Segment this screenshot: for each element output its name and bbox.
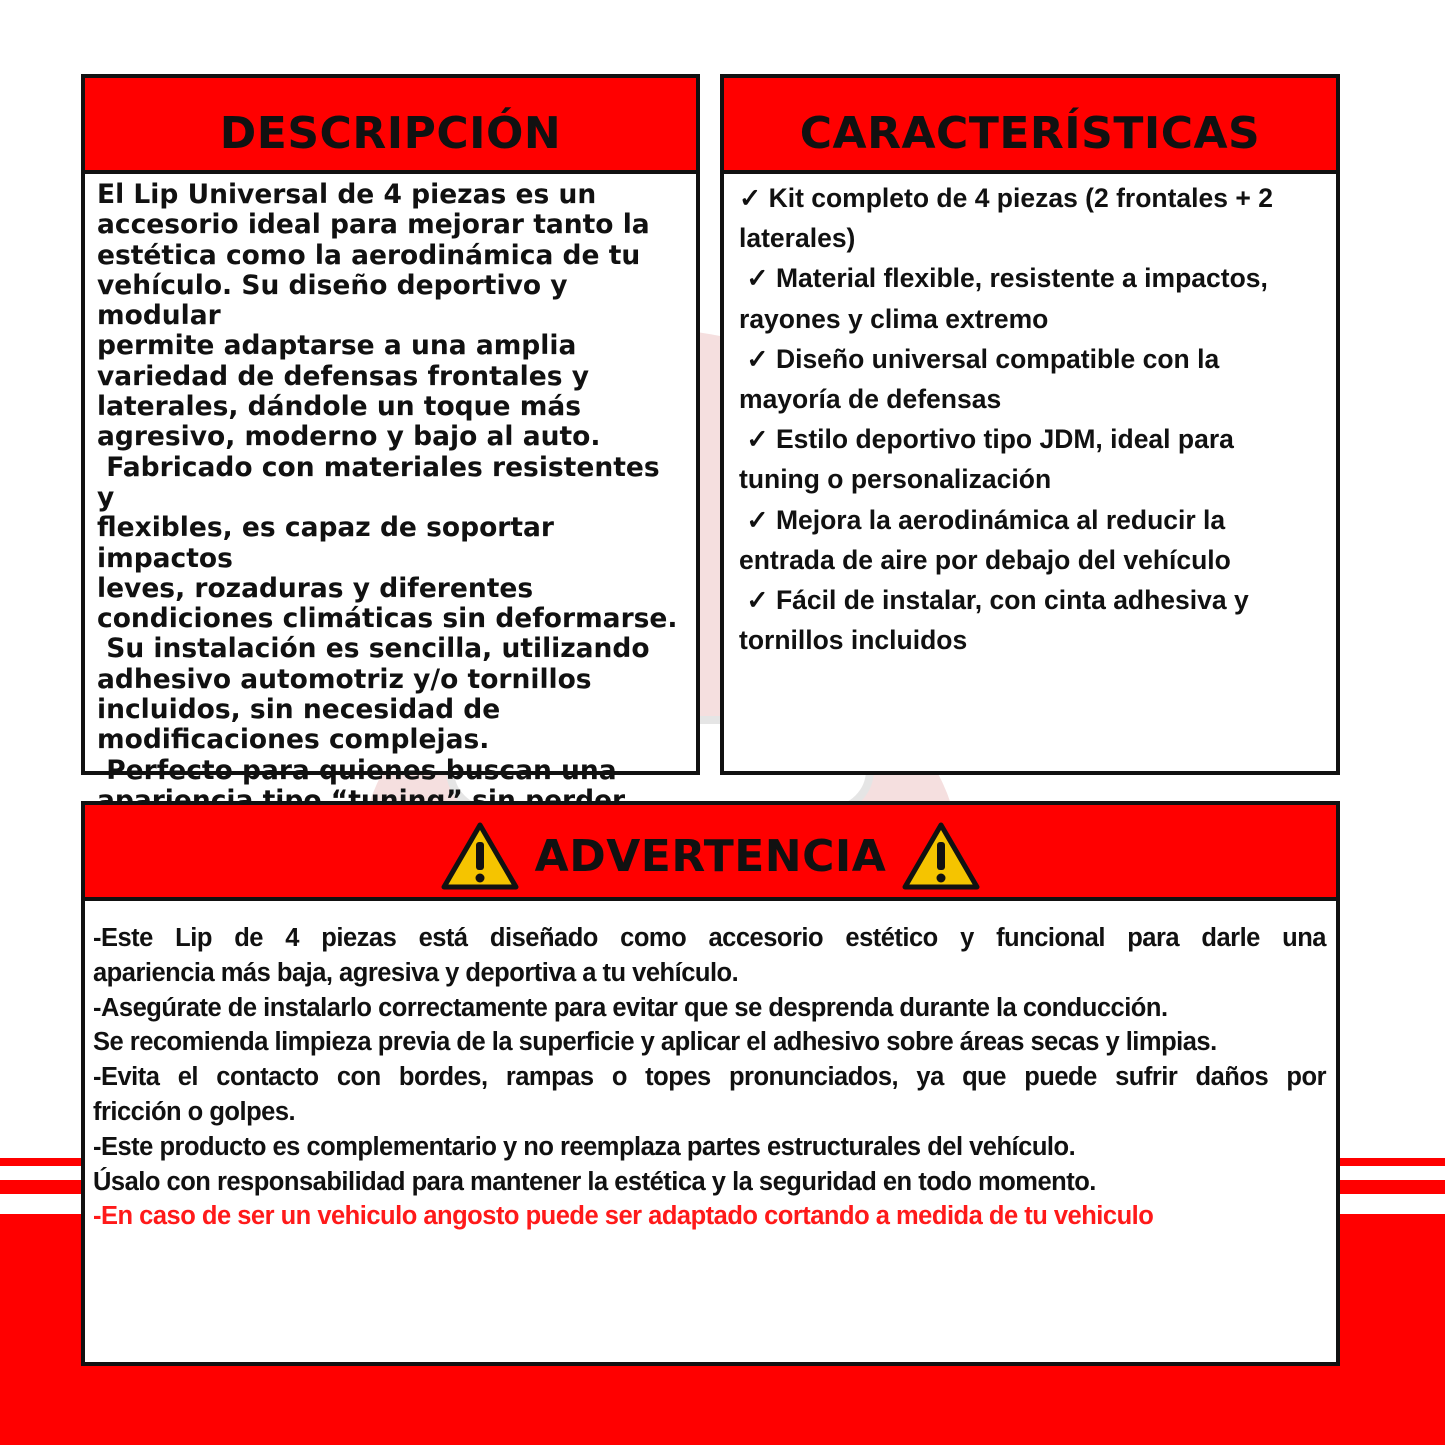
description-line: accesorio ideal para mejorar tanto la <box>97 209 650 241</box>
description-line: adhesivo automotriz y/o tornillos <box>97 663 592 695</box>
warning-line: fricción o golpes. <box>93 1097 296 1126</box>
feature-line: ✓ Estilo deportivo tipo JDM, ideal para <box>739 424 1234 455</box>
description-line: Fabricado con materiales resistentes y <box>97 451 669 513</box>
warning-title: ADVERTENCIA <box>534 830 887 882</box>
warning-header <box>85 805 1336 901</box>
description-line: agresivo, moderno y bajo al auto. <box>97 421 601 453</box>
description-line: incluidos, sin necesidad de <box>97 694 501 726</box>
description-line: permite adaptarse a una amplia <box>97 330 577 362</box>
warning-line-highlight: -En caso de ser un vehiculo angosto puede ser adaptado cortando a medida de tu vehiculo <box>93 1202 1154 1231</box>
warning-line: Se recomienda limpieza previa de la superficie y aplicar el adhesivo sobre áreas secas y limpias. <box>93 1028 1217 1057</box>
feature-line: ✓ Material flexible, resistente a impactos, <box>739 263 1268 294</box>
warning-body <box>85 901 1336 1234</box>
warning-triangle-icon <box>441 822 519 890</box>
description-line: modificaciones complejas. <box>97 724 490 756</box>
warning-line: -Este producto es complementario y no reemplaza partes estructurales del vehículo. <box>93 1132 1076 1161</box>
description-body <box>85 174 696 847</box>
description-line: leves, rozaduras y diferentes <box>97 572 534 604</box>
description-line: flexibles, es capaz de soportar impactos <box>97 512 564 574</box>
feature-line: ✓ Fácil de instalar, con cinta adhesiva y <box>739 585 1249 616</box>
features-header <box>724 78 1336 174</box>
description-line: estética como la aerodinámica de tu <box>97 239 641 271</box>
description-header <box>85 78 696 174</box>
feature-line: mayoría de defensas <box>739 384 1002 415</box>
description-line: El Lip Universal de 4 piezas es un <box>97 179 597 210</box>
warning-triangle-icon <box>902 822 980 890</box>
warning-line: apariencia más baja, agresiva y deportiva a tu vehículo. <box>93 958 739 987</box>
feature-line: entrada de aire por debajo del vehículo <box>739 544 1231 575</box>
description-line: condiciones climáticas sin deformarse. <box>97 603 678 635</box>
features-title: CARACTERÍSTICAS <box>799 107 1261 159</box>
description-line: Perfecto para quienes buscan una <box>97 754 617 786</box>
description-line: variedad de defensas frontales y <box>97 360 590 392</box>
feature-line: rayones y clima extremo <box>739 303 1049 334</box>
warning-line: -Evita el contacto con bordes, rampas o topes pronunciados, ya que puede sufrir daños por <box>93 1063 1326 1092</box>
feature-line: ✓ Kit completo de 4 piezas (2 frontales + 2 <box>739 183 1273 213</box>
warning-line: -Asegúrate de instalarlo correctamente para evitar que se desprenda durante la conducción. <box>93 993 1168 1022</box>
description-line: laterales, dándole un toque más <box>97 391 581 423</box>
features-list <box>724 174 1336 660</box>
feature-line: tuning o personalización <box>739 464 1052 495</box>
description-line: Su instalación es sencilla, utilizando <box>97 633 650 665</box>
warning-line: Úsalo con responsabilidad para mantener la estética y la seguridad en todo momento. <box>93 1167 1096 1196</box>
description-line: vehículo. Su diseño deportivo y modular <box>97 269 577 332</box>
description-title: DESCRIPCIÓN <box>219 107 562 159</box>
feature-line: tornillos incluidos <box>739 625 968 656</box>
warning-line: -Este Lip de 4 piezas está diseñado como accesorio estético y funcional para darle una <box>93 924 1326 952</box>
feature-line: ✓ Mejora la aerodinámica al reducir la <box>739 504 1226 535</box>
features-panel <box>720 74 1340 775</box>
description-panel <box>81 74 700 786</box>
feature-line: ✓ Diseño universal compatible con la <box>739 343 1220 374</box>
warning-panel <box>81 801 1340 1366</box>
feature-line: laterales) <box>739 223 856 254</box>
